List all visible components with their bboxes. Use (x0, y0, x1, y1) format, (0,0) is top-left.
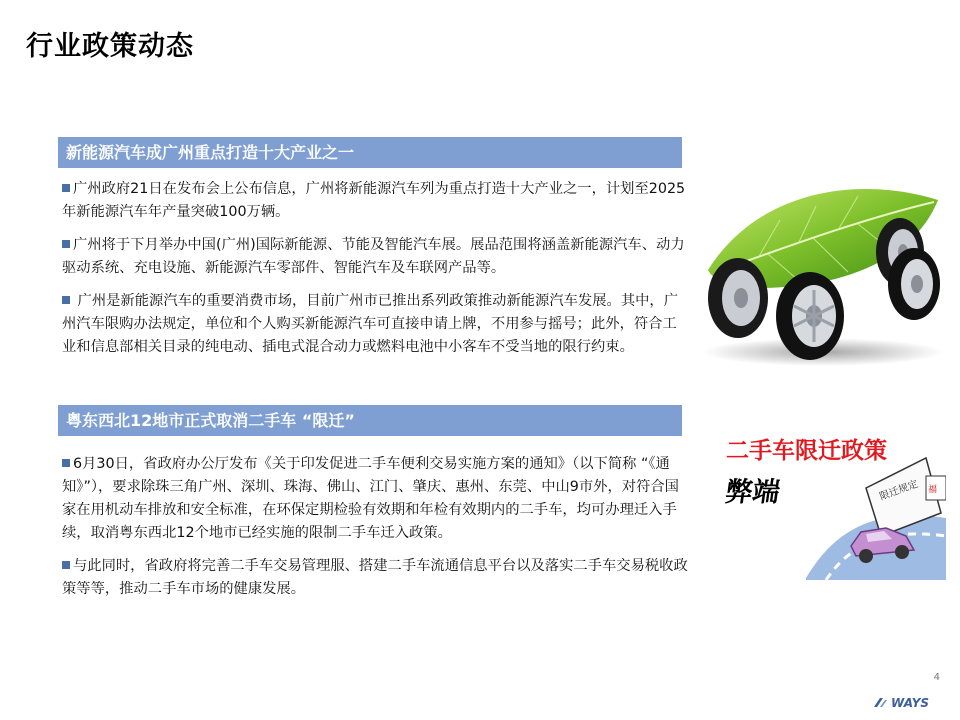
sign-text: 限迁规定 (878, 478, 920, 503)
svg-text:福: 福 (928, 485, 938, 495)
page-title: 行业政策动态 (26, 31, 194, 62)
section-body-nev (62, 178, 688, 369)
section-header-used-car: 粤东西北12地市正式取消二手车 “限迁” (58, 405, 682, 436)
section-body-used-car (62, 453, 688, 611)
bullet-icon (62, 561, 70, 569)
bullet-icon (62, 296, 70, 304)
bullet-icon (62, 240, 70, 248)
leaf-car-icon (688, 180, 950, 370)
ways-logo-icon (872, 697, 888, 709)
logo-text: WAYS (891, 696, 930, 710)
section-header-nev: 新能源汽车成广州重点打造十大产业之一 (58, 137, 682, 168)
cartoon-title: 二手车限迁政策 (726, 438, 887, 464)
policy-cartoon-image (716, 418, 946, 580)
page-number: 4 (933, 672, 940, 683)
company-logo (872, 696, 929, 710)
paragraph: 与此同时，省政府将完善二手车交易管理服、搭建二手车流通信息平台以及落实二手车交易税收政策等等，推动二手车市场的健康发展。 (62, 558, 688, 597)
bullet-icon (62, 459, 70, 467)
paragraph: 广州将于下月举办中国(广州)国际新能源、节能及智能汽车展。展品范围将涵盖新能源汽车、动力驱动系统、充电设施、新能源汽车零部件、智能汽车及车联网产品等。 (62, 237, 685, 276)
paragraph: 广州是新能源汽车的重要消费市场，目前广州市已推出系列政策推动新能源汽车发展。其中，广州汽车限购办法规定，单位和个人购买新能源汽车可直接申请上牌，不用参与摇号；此外，符合工业和信息部相关目录的纯电动、插电式混合动力或燃料电池中小客车不受当地的限行约束。 (62, 293, 679, 355)
cartoon-subtitle: 弊端 (723, 477, 782, 508)
paragraph: 6月30日，省政府办公厅发布《关于印发促进二手车便利交易实施方案的通知》（以下简称 “《通知》”），要求除珠三角广州、深圳、珠海、佛山、江门、肇庆、惠州、东莞、中山9市外，对符合国家在用机动车排放和安全标准，在环保定期检验有效期和年检有效期内的二手车，均可办理迁入手续，取消粤东西北12个地市已经实施的限制二手车迁入政策。 (62, 456, 679, 541)
bullet-icon (62, 184, 70, 192)
paragraph: 广州政府21日在发布会上公布信息，广州将新能源汽车列为重点打造十大产业之一，计划至2025年新能源汽车年产量突破100万辆。 (62, 181, 686, 220)
